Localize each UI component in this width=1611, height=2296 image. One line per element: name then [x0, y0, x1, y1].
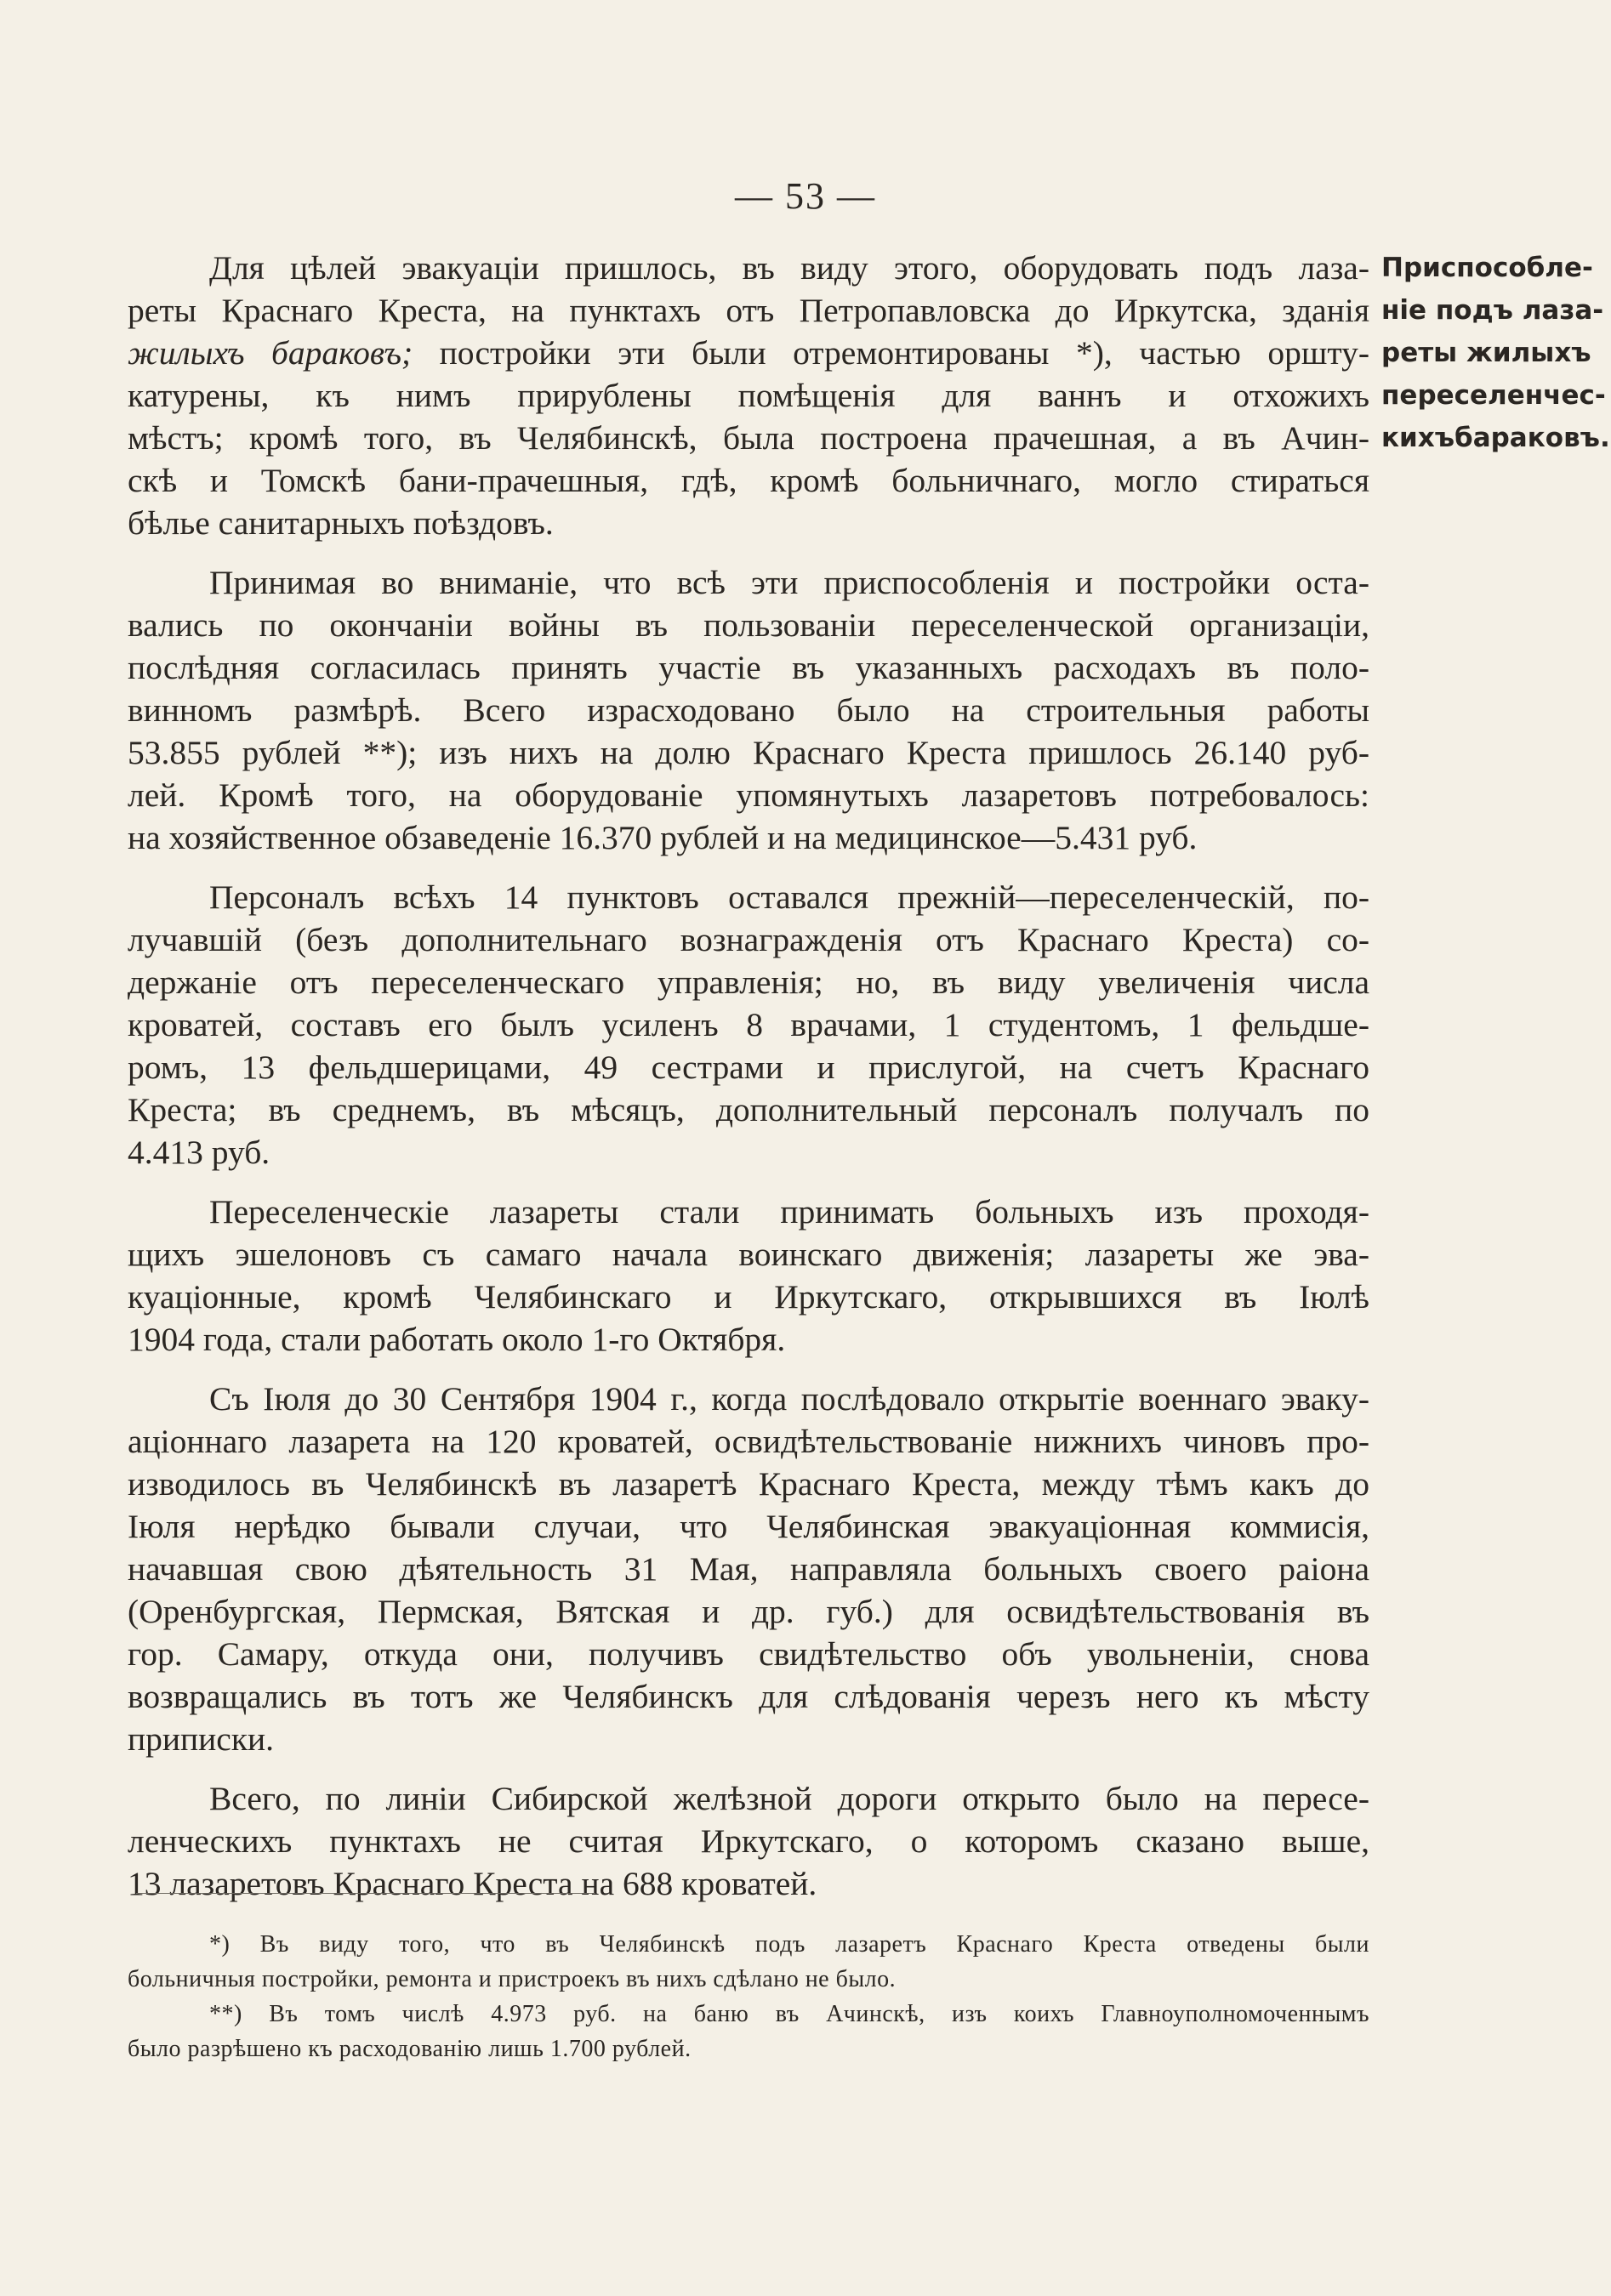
main-text	[128, 247, 1369, 1922]
text-line: (Оренбургская, Пермская, Вятская и др. губ.) для освидѣтельствованія въ	[128, 1593, 1369, 1630]
marginal-note	[1381, 247, 1610, 459]
footnote-line: больничныя постройки, ремонта и пристроекъ въ нихъ сдѣлано не было.	[128, 1966, 897, 1992]
text-line: ленческихъ пунктахъ не считая Иркутскаго, о которомъ сказано выше,	[128, 1822, 1369, 1860]
text-line: Переселенческіе лазареты стали принимать больныхъ изъ проходя-	[209, 1193, 1369, 1230]
text-line: 4.413 руб.	[128, 1134, 270, 1171]
text-line: начавшая свою дѣятельность 31 Мая, направляла больныхъ своего раіона	[128, 1550, 1369, 1588]
text-line: ромъ, 13 фельдшерицами, 49 сестрами и прислугой, на счетъ Краснаго	[128, 1049, 1369, 1086]
text-line: кроватей, составъ его былъ усиленъ 8 врачами, 1 студентомъ, 1 фельдше-	[128, 1006, 1369, 1043]
text-line: жилыхъ бараковъ; постройки эти были отремонтированы *), частью оршту-	[128, 334, 1369, 372]
text-line: вались по окончаніи войны въ пользованіи переселенческой организаціи,	[128, 606, 1369, 644]
text-line: щихъ эшелоновъ съ самаго начала воинскаго движенія; лазареты же эва-	[128, 1236, 1369, 1273]
paragraph-1	[128, 247, 1369, 544]
text-line: возвращались въ тотъ же Челябинскъ для слѣдованія черезъ него къ мѣсту	[128, 1678, 1369, 1715]
marginal-note-line: Приспособле-	[1381, 253, 1593, 283]
marginal-note-line: ніе подъ лаза-	[1381, 295, 1604, 326]
text-line: 13 лазаретовъ Краснаго Креста на 688 кроватей.	[128, 1865, 817, 1902]
text-line: Креста; въ среднемъ, въ мѣсяцъ, дополнительный персоналъ получалъ по	[128, 1091, 1369, 1128]
paragraph-4	[128, 1191, 1369, 1361]
footnotes	[128, 1927, 1369, 2066]
text-line: послѣдняя согласилась принять участіе въ указанныхъ расходахъ въ поло-	[128, 649, 1369, 686]
text-line: 1904 года, стали работать около 1-го Октября.	[128, 1321, 786, 1358]
paragraph-2	[128, 561, 1369, 859]
marginal-note-line: реты жилыхъ	[1381, 338, 1591, 368]
text-line: держаніе отъ переселенческаго управленія; но, въ виду увеличенія числа	[128, 963, 1369, 1001]
footnote-2	[128, 1997, 1369, 2066]
page-number: — 53 —	[735, 175, 876, 217]
text-line: Всего, по линіи Сибирской желѣзной дороги открыто было на пересе-	[209, 1780, 1369, 1817]
text-line: катурены, къ нимъ прирублены помѣщенія для ваннъ и отхожихъ	[128, 377, 1369, 414]
text-line: на хозяйственное обзаведеніе 16.370 рублей и на медицинское—5.431 руб.	[128, 819, 1198, 856]
text-line: Принимая во вниманіе, что всѣ эти приспособленія и постройки оста-	[209, 564, 1369, 601]
paragraph-3	[128, 876, 1369, 1174]
text-line: аціоннаго лазарета на 120 кроватей, освидѣтельствованіе нижнихъ чиновъ про-	[128, 1423, 1369, 1460]
text-line: Съ Іюля до 30 Сентября 1904 г., когда послѣдовало открытіе военнаго эваку-	[209, 1380, 1369, 1418]
text-line: Персоналъ всѣхъ 14 пунктовъ оставался прежній—переселенческій, по-	[209, 878, 1369, 916]
text-line: гор. Самару, откуда они, получивъ свидѣтельство объ увольненіи, снова	[128, 1635, 1369, 1673]
text-line: приписки.	[128, 1720, 275, 1758]
footnote-line: было разрѣшено къ расходованію лишь 1.700 рублей.	[128, 2036, 692, 2062]
footnote-divider	[136, 1893, 595, 1894]
marginal-note-line: переселенчес-	[1381, 380, 1606, 411]
marginal-note-line: кихъбараковъ.	[1381, 423, 1610, 453]
text-line: 53.855 рублей **); изъ нихъ на долю Краснаго Креста пришлось 26.140 руб-	[128, 734, 1369, 771]
paragraph-6	[128, 1777, 1369, 1905]
text-line: реты Краснаго Креста, на пунктахъ отъ Петропавловска до Иркутска, зданія	[128, 292, 1369, 329]
text-line: бѣлье санитарныхъ поѣздовъ.	[128, 504, 554, 542]
text-line: лучавшій (безъ дополнительнаго вознагражденія отъ Краснаго Креста) со-	[128, 921, 1369, 958]
text-line: скѣ и Томскѣ бани-прачешныя, гдѣ, кромѣ больничнаго, могло стираться	[128, 462, 1369, 499]
footnote-line: **) Въ томъ числѣ 4.973 руб. на баню въ Ачинскѣ, изъ коихъ Главноуполномоченнымъ	[209, 2001, 1369, 2027]
footnote-1	[128, 1927, 1369, 1997]
text-line: Іюля нерѣдко бывали случаи, что Челябинская эвакуаціонная коммисія,	[128, 1508, 1369, 1545]
text-line: изводилось въ Челябинскѣ въ лазаретѣ Краснаго Креста, между тѣмъ какъ до	[128, 1465, 1369, 1503]
text-line: лей. Кромѣ того, на оборудованіе упомянутыхъ лазаретовъ потребовалось:	[128, 776, 1369, 814]
text-line: винномъ размѣрѣ. Всего израсходовано было на строительныя работы	[128, 691, 1369, 729]
text-line: мѣстъ; кромѣ того, въ Челябинскѣ, была построена прачешная, а въ Ачин-	[128, 419, 1369, 457]
text-line: Для цѣлей эвакуаціи пришлось, въ виду этого, оборудовать подъ лаза-	[209, 249, 1369, 287]
text-line: куаціонные, кромѣ Челябинскаго и Иркутскаго, открывшихся въ Іюлѣ	[128, 1278, 1369, 1316]
footnote-line: *) Въ виду того, что въ Челябинскѣ подъ лазаретъ Краснаго Креста отведены были	[209, 1931, 1369, 1958]
paragraph-5	[128, 1378, 1369, 1760]
